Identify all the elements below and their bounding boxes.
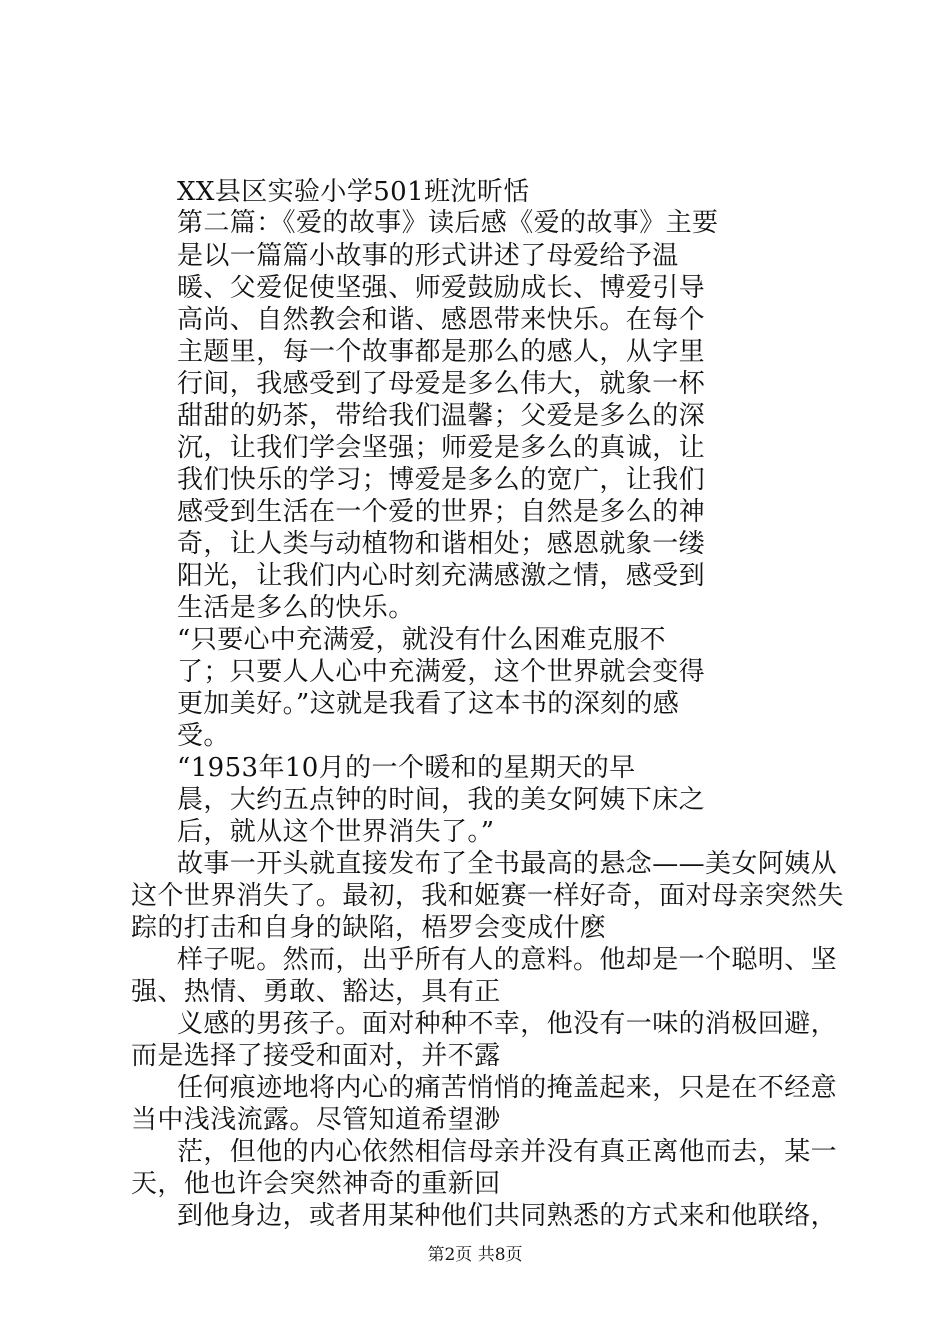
- text-line: 我们快乐的学习；博爱是多么的宽广，让我们: [177, 465, 706, 495]
- text-line: 主题里，每一个故事都是那么的感人，从字里: [177, 337, 706, 367]
- text-line: 行间，我感受到了母爱是多么伟大，就象一杯: [177, 369, 706, 399]
- text-line: 踪的打击和自身的缺陷，梧罗会变成什麽: [131, 913, 607, 943]
- text-line: 故事一开头就直接发布了全书最高的悬念——美女阿姨从: [177, 849, 838, 879]
- text-line: 茫，但他的内心依然相信母亲并没有真正离他而去，某一: [177, 1137, 838, 1167]
- text-line: 更加美好。”这就是我看了这本书的深刻的感: [177, 689, 680, 719]
- text-line: 暖、父爱促使坚强、师爱鼓励成长、博爱引导: [177, 273, 706, 303]
- text-line: 第二篇：《爱的故事》读后感《爱的故事》主要: [177, 208, 719, 238]
- text-line: 是以一篇篇小故事的形式讲述了母爱给予温: [177, 241, 679, 271]
- text-line: 强、热情、勇敢、豁达，具有正: [131, 977, 501, 1007]
- text-line: 任何痕迹地将内心的痛苦悄悄的掩盖起来，只是在不经意: [177, 1073, 838, 1103]
- text-line: 这个世界消失了。最初，我和姬赛一样好奇，面对母亲突然失: [131, 881, 844, 911]
- text-line: 了；只要人人心中充满爱，这个世界就会变得: [177, 657, 706, 687]
- text-line: 后，就从这个世界消失了。”: [177, 817, 495, 847]
- text-line: 奇，让人类与动植物和谐相处；感恩就象一缕: [177, 529, 706, 559]
- text-line: 甜甜的奶茶，带给我们温馨；父爱是多么的深: [177, 401, 706, 431]
- text-line: “1953年10月的一个暖和的星期天的早: [177, 753, 636, 783]
- text-line: 受。: [177, 721, 230, 751]
- page-number: 第2页: [427, 1245, 473, 1265]
- text-line: 生活是多么的快乐。: [177, 593, 415, 623]
- text-line: 到他身边，或者用某种他们共同熟悉的方式来和他联络，: [177, 1201, 838, 1231]
- text-line: 而是选择了接受和面对，并不露: [131, 1041, 501, 1071]
- page-footer: [0, 1244, 950, 1266]
- text-line: 感受到生活在一个爱的世界；自然是多么的神: [177, 497, 706, 527]
- text-line: 晨，大约五点钟的时间，我的美女阿姨下床之: [177, 785, 706, 815]
- text-line: 当中浅浅流露。尽管知道希望渺: [131, 1105, 501, 1135]
- text-line: 高尚、自然教会和谐、感恩带来快乐。在每个: [177, 305, 706, 335]
- text-line: 样子呢。然而，出乎所有人的意料。他却是一个聪明、坚: [177, 945, 838, 975]
- text-line: 义感的男孩子。面对种种不幸，他没有一味的消极回避，: [177, 1009, 838, 1039]
- text-line: 沉，让我们学会坚强；师爱是多么的真诚，让: [177, 433, 706, 463]
- page-total: 共8页: [477, 1245, 523, 1265]
- text-line: “只要心中充满爱，就没有什么困难克服不: [177, 625, 666, 655]
- text-line: XX县区实验小学501班沈昕恬: [177, 177, 530, 207]
- text-line: 天，他也许会突然神奇的重新回: [131, 1169, 501, 1199]
- text-line: 阳光，让我们内心时刻充满感激之情，感受到: [177, 561, 706, 591]
